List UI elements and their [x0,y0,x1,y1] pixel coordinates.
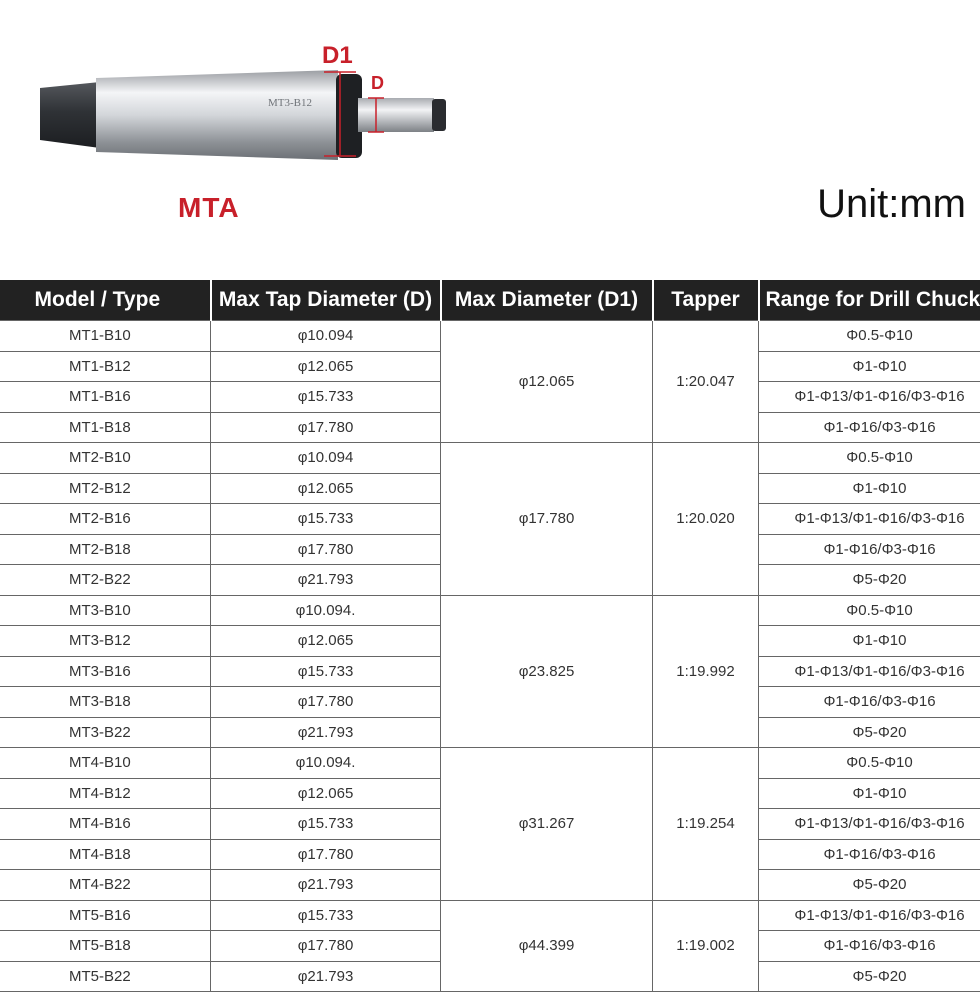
header-max-tap-diameter: Max Tap Diameter (D) [211,280,441,321]
cell-drill-chuck-range: Φ5-Φ20 [759,870,980,901]
cell-model: MT4-B12 [0,778,211,809]
cell-model: MT2-B16 [0,504,211,535]
header-max-diameter: Max Diameter (D1) [441,280,653,321]
d1-label: D1 [322,42,353,70]
cell-drill-chuck-range: Φ1-Φ16/Φ3-Φ16 [759,931,980,962]
table-row [0,443,980,474]
cell-model: MT1-B10 [0,321,211,352]
cell-model: MT5-B18 [0,931,211,962]
cell-model: MT3-B10 [0,595,211,626]
cell-model: MT5-B16 [0,900,211,931]
cell-drill-chuck-range: Φ5-Φ20 [759,717,980,748]
model-engraving: MT3-B12 [268,97,312,109]
cell-max-tap-diameter: φ15.733 [211,504,441,535]
cell-model: MT5-B22 [0,961,211,992]
cell-drill-chuck-range: Φ1-Φ16/Φ3-Φ16 [759,839,980,870]
cell-max-tap-diameter: φ17.780 [211,534,441,565]
cell-max-tap-diameter: φ21.793 [211,717,441,748]
cell-drill-chuck-range: Φ1-Φ16/Φ3-Φ16 [759,687,980,718]
cell-model: MT4-B22 [0,870,211,901]
cell-drill-chuck-range: Φ0.5-Φ10 [759,748,980,779]
cell-max-tap-diameter: φ10.094. [211,595,441,626]
header-model: Model / Type [0,280,211,321]
cell-drill-chuck-range: Φ1-Φ10 [759,351,980,382]
cell-max-tap-diameter: φ10.094 [211,321,441,352]
cell-max-tap-diameter: φ21.793 [211,565,441,596]
cell-max-tap-diameter: φ15.733 [211,900,441,931]
cell-max-tap-diameter: φ15.733 [211,809,441,840]
cell-max-diameter: φ12.065 [441,321,653,443]
cell-model: MT4-B10 [0,748,211,779]
cell-model: MT3-B22 [0,717,211,748]
cell-model: MT2-B22 [0,565,211,596]
cell-max-tap-diameter: φ15.733 [211,656,441,687]
type-label: MTA [178,192,240,224]
cell-drill-chuck-range: Φ1-Φ10 [759,778,980,809]
cell-drill-chuck-range: Φ1-Φ13/Φ1-Φ16/Φ3-Φ16 [759,809,980,840]
cell-max-tap-diameter: φ21.793 [211,870,441,901]
cell-drill-chuck-range: Φ1-Φ16/Φ3-Φ16 [759,534,980,565]
cell-max-tap-diameter: φ12.065 [211,473,441,504]
cell-max-diameter: φ17.780 [441,443,653,596]
cell-drill-chuck-range: Φ1-Φ13/Φ1-Φ16/Φ3-Φ16 [759,504,980,535]
cell-drill-chuck-range: Φ1-Φ13/Φ1-Φ16/Φ3-Φ16 [759,382,980,413]
cell-max-tap-diameter: φ17.780 [211,931,441,962]
cell-drill-chuck-range: Φ0.5-Φ10 [759,321,980,352]
cell-taper: 1:19.002 [653,900,759,992]
cell-model: MT1-B12 [0,351,211,382]
cell-drill-chuck-range: Φ0.5-Φ10 [759,443,980,474]
cell-max-diameter: φ31.267 [441,748,653,901]
cell-model: MT3-B16 [0,656,211,687]
cell-model: MT1-B18 [0,412,211,443]
cell-drill-chuck-range: Φ1-Φ16/Φ3-Φ16 [759,412,980,443]
cell-taper: 1:20.047 [653,321,759,443]
cell-max-tap-diameter: φ10.094. [211,748,441,779]
table-row [0,321,980,352]
cell-max-tap-diameter: φ17.780 [211,412,441,443]
cell-taper: 1:19.992 [653,595,759,748]
cell-max-tap-diameter: φ10.094 [211,443,441,474]
taper-body [96,70,338,160]
cell-model: MT1-B16 [0,382,211,413]
cell-max-tap-diameter: φ17.780 [211,839,441,870]
cell-taper: 1:19.254 [653,748,759,901]
cell-max-tap-diameter: φ12.065 [211,626,441,657]
cell-max-diameter: φ23.825 [441,595,653,748]
table-row [0,900,980,931]
cell-model: MT3-B18 [0,687,211,718]
cell-drill-chuck-range: Φ1-Φ10 [759,626,980,657]
spec-table [0,280,980,992]
table-row [0,748,980,779]
cell-drill-chuck-range: Φ0.5-Φ10 [759,595,980,626]
spindle [358,98,434,132]
header-taper: Tapper [653,280,759,321]
cell-model: MT4-B16 [0,809,211,840]
cell-model: MT2-B18 [0,534,211,565]
unit-label: Unit:mm [817,182,966,227]
cell-max-diameter: φ44.399 [441,900,653,992]
header-drill-chuck-range: Range for Drill Chuck [759,280,980,321]
cell-max-tap-diameter: φ21.793 [211,961,441,992]
product-illustration [0,0,980,280]
table-row [0,595,980,626]
cell-taper: 1:20.020 [653,443,759,596]
cell-model: MT4-B18 [0,839,211,870]
cell-max-tap-diameter: φ15.733 [211,382,441,413]
cell-model: MT2-B10 [0,443,211,474]
arbor-drawing [0,0,980,280]
cell-drill-chuck-range: Φ1-Φ13/Φ1-Φ16/Φ3-Φ16 [759,900,980,931]
table-body [0,321,980,992]
cell-drill-chuck-range: Φ1-Φ13/Φ1-Φ16/Φ3-Φ16 [759,656,980,687]
cell-model: MT2-B12 [0,473,211,504]
cell-max-tap-diameter: φ12.065 [211,351,441,382]
cell-model: MT3-B12 [0,626,211,657]
cell-drill-chuck-range: Φ5-Φ20 [759,961,980,992]
table-header-row [0,280,980,321]
spindle-tip [432,99,446,131]
tang-end [40,82,100,148]
cell-max-tap-diameter: φ12.065 [211,778,441,809]
cell-max-tap-diameter: φ17.780 [211,687,441,718]
cell-drill-chuck-range: Φ1-Φ10 [759,473,980,504]
d-label: D [371,73,384,94]
cell-drill-chuck-range: Φ5-Φ20 [759,565,980,596]
